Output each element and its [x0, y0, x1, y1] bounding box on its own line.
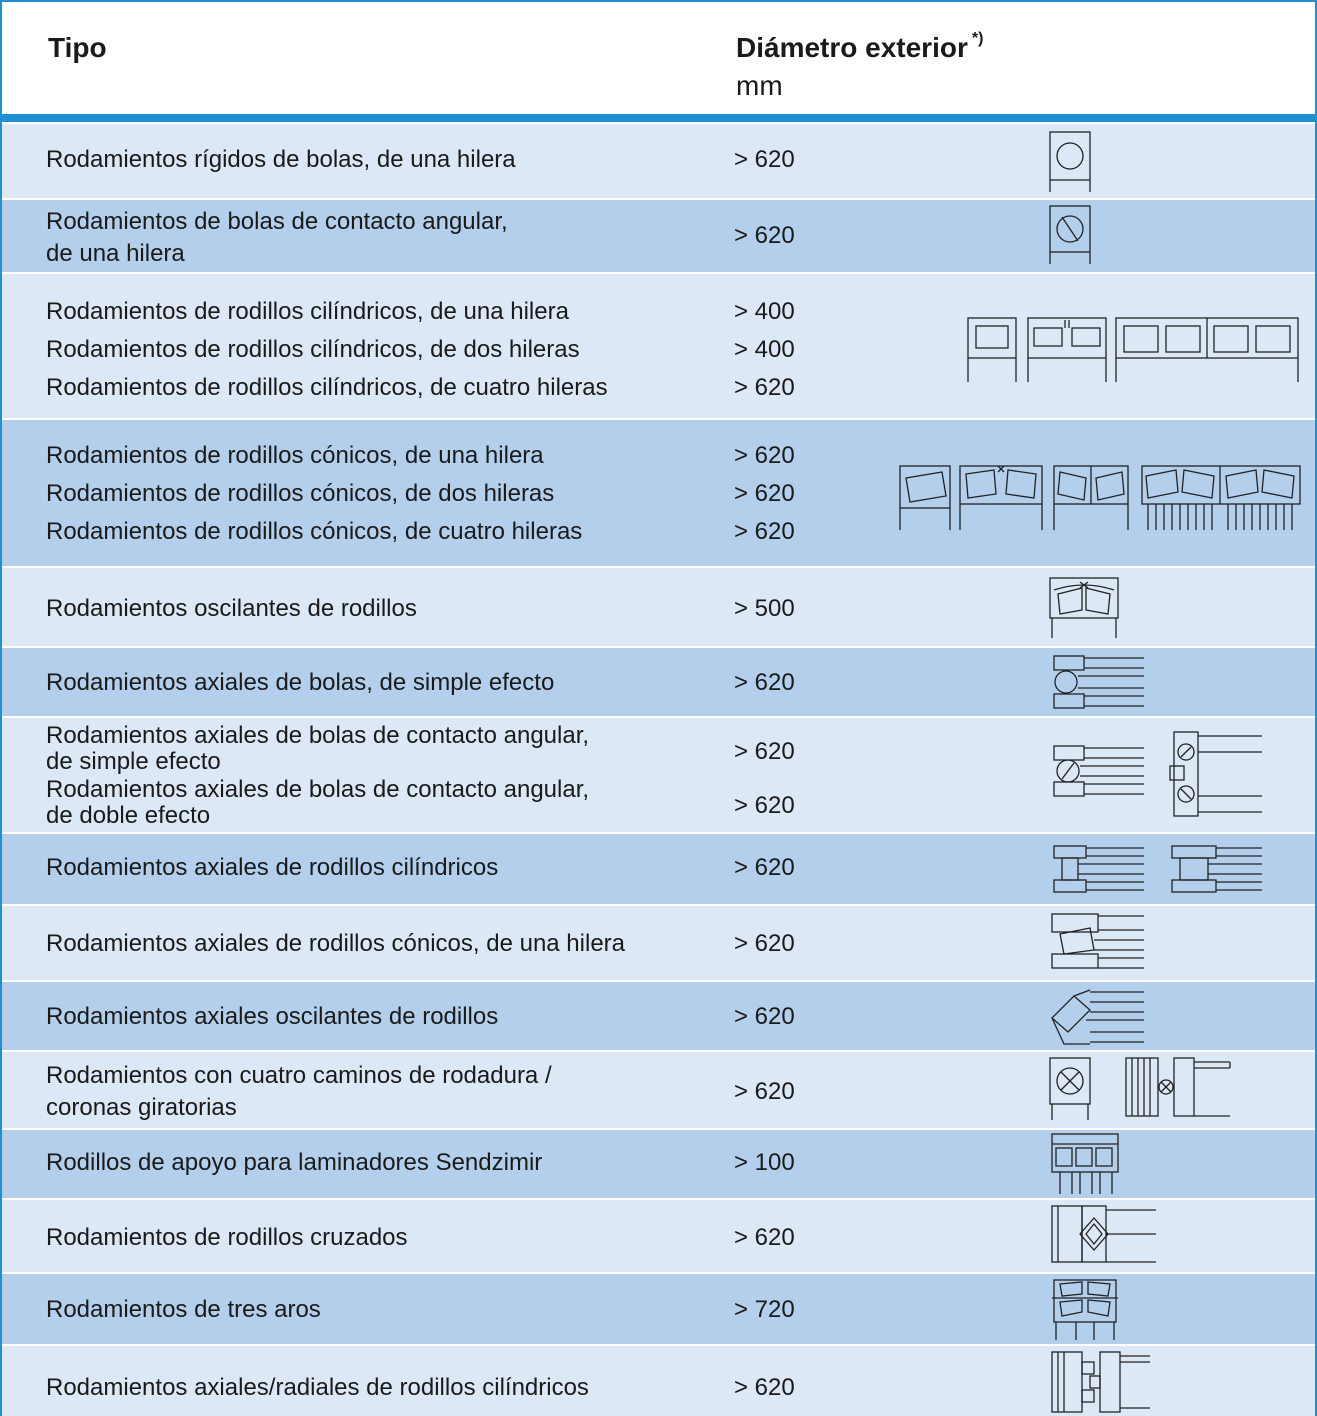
- table-row: [2, 1050, 1315, 1128]
- bearing-type: de doble efecto: [46, 802, 211, 829]
- diameter-value: > 620: [734, 480, 795, 507]
- table-row: [2, 122, 1315, 198]
- diameter-value: > 620: [734, 222, 795, 249]
- table-row: [2, 980, 1315, 1050]
- diameter-value: > 400: [734, 298, 795, 325]
- table-row: [2, 1344, 1315, 1416]
- tapered-thrust-icon: [1050, 914, 1148, 970]
- bearing-type: Rodamientos oscilantes de rodillos: [46, 595, 417, 622]
- diameter-value: > 620: [734, 854, 795, 881]
- four-point-contact-icon: [1050, 1058, 1094, 1122]
- diameter-value: > 400: [734, 336, 795, 363]
- diameter-value: > 620: [734, 792, 795, 819]
- tapered-roller-4-row-icon: [1140, 466, 1302, 532]
- header-accent-bar: [2, 114, 1315, 122]
- diameter-value: > 500: [734, 595, 795, 622]
- cylindrical-roller-2-row-icon: [1028, 318, 1110, 382]
- slewing-ring-icon: [1124, 1058, 1234, 1122]
- bearing-type: Rodamientos de rodillos cónicos, de una hilera: [46, 442, 544, 469]
- bearing-type: de una hilera: [46, 240, 185, 267]
- diameter-value: > 620: [734, 442, 795, 469]
- table-header: [2, 2, 1315, 114]
- cylindrical-thrust-a-icon: [1052, 846, 1148, 894]
- sendzimir-backing-roll-icon: [1050, 1134, 1122, 1196]
- axial-radial-cylindrical-icon: [1050, 1352, 1154, 1416]
- bearing-type: Rodamientos axiales de bolas de contacto angular,: [46, 776, 590, 803]
- table-row: [2, 1128, 1315, 1198]
- table-row: [2, 646, 1315, 716]
- diameter-value: > 620: [734, 1374, 795, 1401]
- table-row: [2, 832, 1315, 904]
- angular-thrust-single-icon: [1050, 746, 1148, 800]
- cylindrical-roller-4-row-icon: [1116, 318, 1302, 382]
- bearing-type: Rodamientos de rodillos cilíndricos, de una hilera: [46, 298, 569, 325]
- table-row: [2, 198, 1315, 272]
- spherical-thrust-icon: [1050, 988, 1148, 1046]
- bearing-type: coronas giratorias: [46, 1094, 237, 1121]
- deep-groove-ball-bearing-icon: [1050, 132, 1094, 192]
- bearing-type: Rodamientos de bolas de contacto angular,: [46, 208, 508, 235]
- bearing-type: Rodamientos axiales/radiales de rodillos cilíndricos: [46, 1374, 589, 1401]
- angular-contact-ball-bearing-icon: [1050, 206, 1094, 266]
- diameter-value: > 620: [734, 146, 795, 173]
- diameter-value: > 720: [734, 1296, 795, 1323]
- tapered-roller-1-row-icon: [898, 466, 954, 532]
- table-row: [2, 904, 1315, 980]
- table-row: [2, 1272, 1315, 1344]
- bearing-type: Rodamientos axiales de rodillos cónicos, de una hilera: [46, 930, 625, 957]
- table-row: [2, 566, 1315, 646]
- tapered-roller-2-row-icon: [960, 466, 1046, 532]
- crossed-roller-icon: [1050, 1204, 1160, 1268]
- spherical-roller-bearing-icon: [1050, 578, 1122, 640]
- cylindrical-thrust-b-icon: [1170, 846, 1266, 894]
- bearing-type: Rodamientos axiales de bolas, de simple efecto: [46, 669, 555, 696]
- bearing-type: Rodamientos de rodillos cilíndricos, de dos hileras: [46, 336, 580, 363]
- table-row: [2, 272, 1315, 418]
- diameter-value: > 620: [734, 738, 795, 765]
- column-header-diameter-label: Diámetro exterior: [736, 32, 968, 63]
- diameter-value: > 620: [734, 1224, 795, 1251]
- tapered-roller-2-row-b-icon: [1052, 466, 1132, 532]
- table-row: [2, 1198, 1315, 1272]
- diameter-value: > 100: [734, 1149, 795, 1176]
- bearing-type: Rodamientos axiales de rodillos cilíndricos: [46, 854, 499, 881]
- bearing-type: Rodamientos de rodillos cilíndricos, de cuatro hileras: [46, 374, 608, 401]
- diameter-value: > 620: [734, 518, 795, 545]
- diameter-value: > 620: [734, 1078, 795, 1105]
- bearing-type: de simple efecto: [46, 748, 221, 775]
- bearing-type: Rodamientos axiales de bolas de contacto angular,: [46, 722, 590, 749]
- bearing-type: Rodamientos de rodillos cónicos, de cuatro hileras: [46, 518, 583, 545]
- bearing-type: Rodamientos rígidos de bolas, de una hilera: [46, 146, 516, 173]
- bearing-type: Rodamientos de rodillos cónicos, de dos hileras: [46, 480, 555, 507]
- bearing-type: Rodamientos axiales oscilantes de rodillos: [46, 1003, 499, 1030]
- footnote-marker: *): [971, 29, 984, 47]
- diameter-value: > 620: [734, 930, 795, 957]
- diameter-value: > 620: [734, 669, 795, 696]
- three-ring-bearing-icon: [1050, 1278, 1122, 1344]
- column-header-diameter: [736, 29, 984, 64]
- column-header-unit: mm: [736, 70, 783, 101]
- bearing-type: Rodamientos de tres aros: [46, 1296, 321, 1323]
- diameter-value: > 620: [734, 374, 795, 401]
- cylindrical-roller-1-row-icon: [968, 318, 1018, 382]
- bearing-type: Rodillos de apoyo para laminadores Sendzimir: [46, 1149, 543, 1176]
- bearing-type: Rodamientos con cuatro caminos de rodadura /: [46, 1062, 552, 1089]
- diameter-value: > 620: [734, 1003, 795, 1030]
- thrust-ball-bearing-icon: [1052, 656, 1148, 710]
- table-row: [2, 716, 1315, 832]
- bearing-type: Rodamientos de rodillos cruzados: [46, 1224, 408, 1251]
- angular-thrust-double-icon: [1168, 732, 1266, 818]
- table-row: [2, 418, 1315, 566]
- column-header-type: Tipo: [48, 32, 107, 63]
